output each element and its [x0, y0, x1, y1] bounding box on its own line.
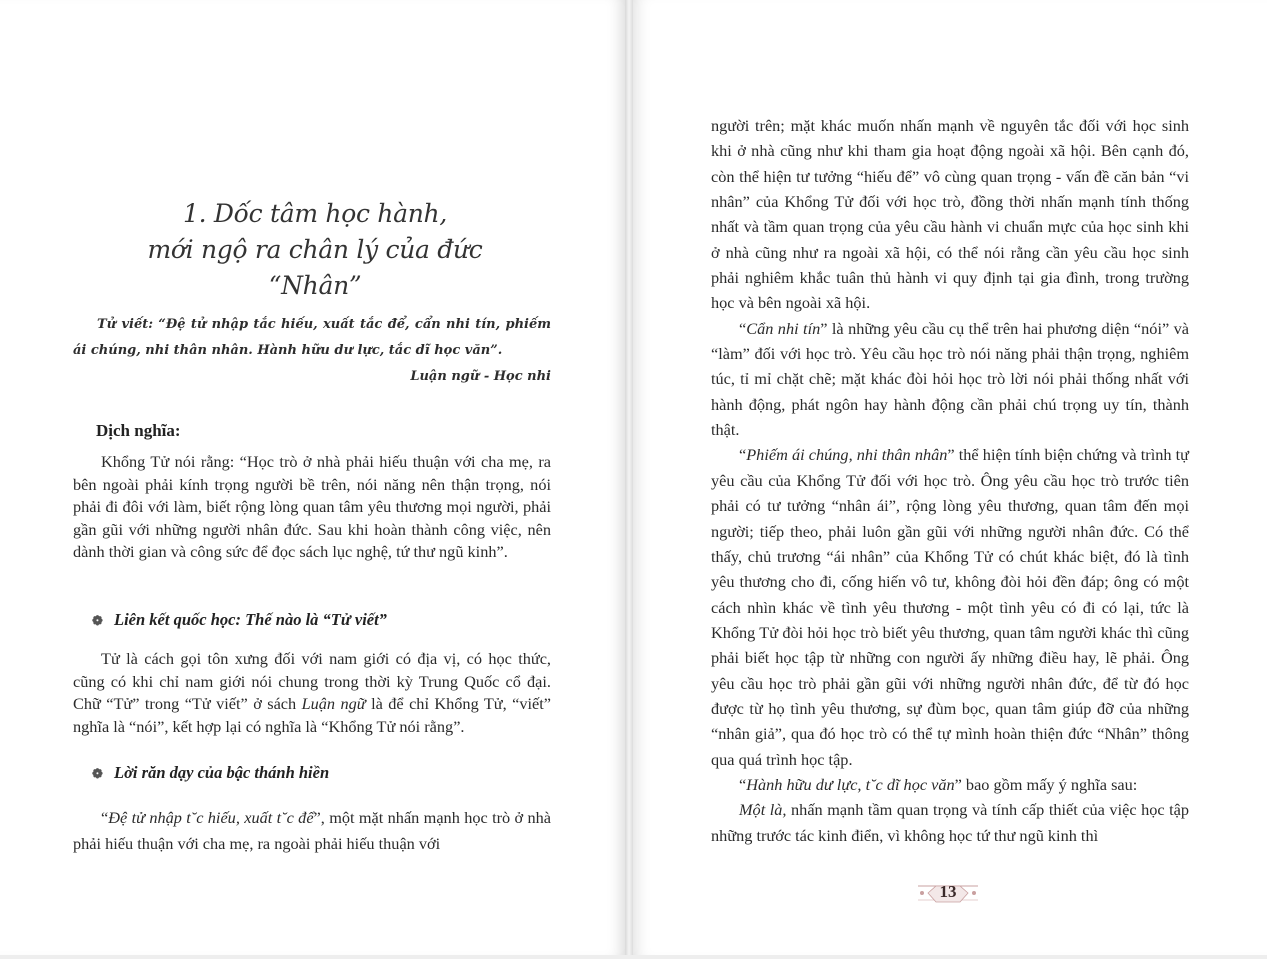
paragraph-mot-la: [711, 797, 1189, 848]
text-mot-la: nhấn mạnh tầm quan trọng và tính cấp thiết của việc học tập những trước tác kinh điển, vì không học tứ thư ngũ kinh thì: [711, 800, 1190, 845]
book-title-luan-ngu: Luận ngữ: [301, 694, 366, 714]
open-quote: “: [101, 808, 109, 827]
open-quote: “: [739, 445, 747, 465]
subheading-tu-viet-text: Liên kết quốc học: Thế nào là “Tử viết”: [114, 610, 387, 629]
book-gutter: [625, 0, 633, 955]
teaching-quote: Đệ tử nhập t˘c hiếu, xuất t˘c để: [108, 808, 314, 827]
text-hanh-huu-du-luc: ” bao gồm mấy ý nghĩa sau:: [954, 774, 1138, 794]
text-can-nhi-tin: ” là những yêu cầu cụ thể trên hai phương diện “nói” và “làm” đối với học trò. Yêu cầu học trò nói năng phải thận trọng, nghiêm túc, tỉ mỉ chặt chẽ; mặt khác đòi hỏi học trò lời nói phải thống nhất với hành động, phát ngôn hay hành động cần phải chú trọng uy tín, thành thật.: [711, 318, 1189, 440]
lead-mot-la: Một là,: [739, 800, 787, 820]
page-number-ornament: [916, 878, 980, 908]
epigraph-source: Luận ngữ - Học nhi: [410, 369, 551, 384]
tu-viet-text-part-2: là để chỉ Khổng Tử, “viết” nghĩa là “nói”, kết hợp lại có nghĩa là “Khổng Tử nói rằng”.: [73, 694, 551, 736]
chapter-title-line-2: mới ngộ ra chân lý của đức “Nhân”: [147, 235, 483, 300]
chapter-title: [100, 196, 530, 304]
chapter-title-line-1: 1. Dốc tâm học hành,: [183, 199, 447, 228]
page-number: 13: [939, 882, 957, 901]
subheading-loi-ran-day-text: Lời răn dạy của bậc thánh hiền: [114, 763, 330, 782]
translation-paragraph: Khổng Tử nói rằng: “Học trò ở nhà phải hiếu thuận với cha mẹ, ra bên ngoài phải kính trọng người bề trên, nói năng nên thận trọng, nói phải đi đôi với làm, biết rộng lòng quan tâm yêu thương mọi người, phải gần gũi với những người nhân đức. Sau khi hoàn thành công việc, nên dành thời gian và công sức để đọc sách lục nghệ, tứ thư ngũ kinh”.: [73, 452, 551, 562]
right-page-body: [711, 113, 1189, 848]
open-quote: “: [739, 774, 747, 794]
epigraph: Tử viết: “Đệ tử nhập tắc hiếu, xuất tắc để, cẩn nhi tín, phiếm ái chúng, nhi thân nhân. Hành hữu dư lực, tắc dĩ học văn”.: [73, 317, 551, 358]
flower-bullet-icon: ❁: [92, 766, 103, 781]
paragraph-hanh-huu-du-luc: [711, 772, 1189, 797]
translation-heading: Dịch nghĩa:: [96, 421, 181, 440]
paragraph-hieu-de: người trên; mặt khác muốn nhấn mạnh về nguyên tắc đối với học sinh khi ở nhà cũng như khi tham gia hoạt động ngoài xã hội. Bên cạnh đó, còn thể hiện tư tưởng “hiếu để” vô cùng quan trọng - vấn đề căn bản “vi nhân” của Khổng Tử đối với học trò, đồng thời nhấn mạnh tính thống nhất và tầm quan trọng của yêu cầu hành vi chuẩn mực của học sinh khi ở nhà cũng như ra ngoài xã hội, có thể nói rằng cần yêu cầu học sinh phải nghiêm khắc tuân thủ hành vi quy định tại gia đình, trong trường học và bên ngoài xã hội.: [711, 116, 1189, 313]
paragraph-can-nhi-tin: [711, 316, 1189, 443]
teaching-paragraph: [73, 805, 551, 857]
subheading-loi-ran-day: [92, 761, 329, 786]
quote-phiem-ai-chung: Phiếm ái chúng, nhi thân nhân: [746, 445, 948, 465]
tu-viet-paragraph: [73, 648, 551, 738]
flower-bullet-icon: ❁: [92, 613, 103, 628]
text-phiem-ai-chung: ” thể hiện tính biện chứng và trình tự yêu cầu của Khổng Tử đối với học trò. Ông yêu cầu học trò trước tiên phải có tư tưởng “nhân ái”, rộng lòng yêu thương, quan tâm đến mọi người; tiếp theo, phải luôn gần gũi với những người nhân đức. Có thể thấy, chủ trương “ái nhân” của Khổng Tử có chút khác biệt, đó là tình yêu thương cho đi, cống hiến vô tư, không đòi hỏi đền đáp; ông có một cách nhìn khác về tình yêu thương - một tình yêu có đi có lại, tức là Khổng Tử đòi hỏi học trò biết yêu thương, quan tâm người khác thì cũng phải biết học tập từ những con người ấy những điều hay, lẽ phải. Ông yêu cầu học trò phải gần gũi với những người nhân đức, để từ đó học được từ họ tình yêu thương, sự đùm bọc, quan tâm giúp đỡ của những “nhân giả”, qua đó học trò có thể tự mình hoàn thiện đức “Nhân” thông qua quá trình học tập.: [711, 445, 1189, 769]
open-quote: “: [739, 318, 747, 338]
subheading-tu-viet: [92, 608, 387, 633]
quote-hanh-huu-du-luc: Hành hữu dư lực, t˘c dĩ học văn: [746, 774, 955, 794]
teaching-text: ”, một mặt nhấn mạnh học trò ở nhà phải hiếu thuận với cha mẹ, ra ngoài phải hiếu thuận với: [73, 808, 551, 853]
tu-viet-text-part-1: Tử là cách gọi tôn xưng đối với nam giới có địa vị, có học thức, cũng có khi chỉ nam giới nói chung trong thời kỳ Trung Quốc cổ đại. Chữ “Tử” trong “Tử viết” ở sách: [73, 649, 551, 714]
quote-can-nhi-tin: Cẩn nhi tín: [746, 318, 821, 338]
paragraph-phiem-ai-chung: [711, 442, 1189, 771]
